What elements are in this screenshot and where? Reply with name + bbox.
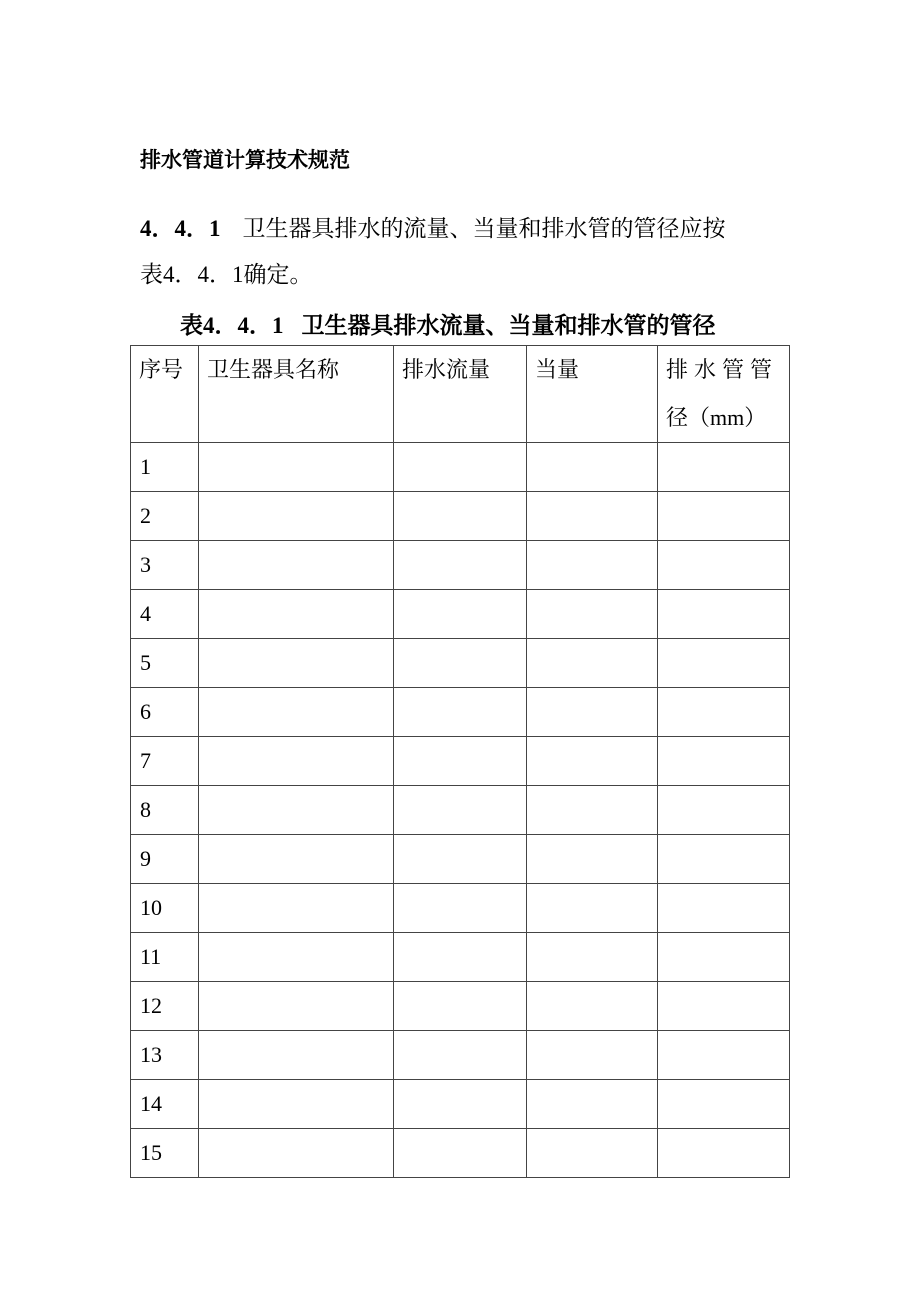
cell-pipe-diameter bbox=[658, 590, 790, 639]
table-caption-number: 表4．4．1 bbox=[180, 313, 284, 338]
table-header-row bbox=[131, 346, 790, 443]
cell-flow bbox=[394, 884, 527, 933]
document-title: 排水管道计算技术规范 bbox=[140, 148, 350, 172]
cell-index: 11 bbox=[131, 933, 199, 982]
cell-fixture-name bbox=[199, 443, 394, 492]
cell-pipe-diameter bbox=[658, 933, 790, 982]
cell-pipe-diameter bbox=[658, 541, 790, 590]
cell-fixture-name bbox=[199, 786, 394, 835]
cell-flow bbox=[394, 835, 527, 884]
cell-equivalent bbox=[527, 835, 658, 884]
cell-index: 13 bbox=[131, 1031, 199, 1080]
table-row bbox=[131, 688, 790, 737]
cell-index: 7 bbox=[131, 737, 199, 786]
cell-index: 15 bbox=[131, 1129, 199, 1178]
header-cell-index: 序号 bbox=[131, 346, 199, 443]
cell-pipe-diameter bbox=[658, 688, 790, 737]
cell-index: 8 bbox=[131, 786, 199, 835]
cell-equivalent bbox=[527, 1129, 658, 1178]
cell-equivalent bbox=[527, 884, 658, 933]
header-cell-pipe-diameter bbox=[658, 346, 790, 443]
cell-fixture-name bbox=[199, 737, 394, 786]
table-row bbox=[131, 1129, 790, 1178]
cell-index: 14 bbox=[131, 1080, 199, 1129]
cell-index: 5 bbox=[131, 639, 199, 688]
cell-index: 9 bbox=[131, 835, 199, 884]
cell-fixture-name bbox=[199, 688, 394, 737]
cell-fixture-name bbox=[199, 492, 394, 541]
cell-flow bbox=[394, 933, 527, 982]
cell-equivalent bbox=[527, 541, 658, 590]
table-caption-text: 卫生器具排水流量、当量和排水管的管径 bbox=[301, 313, 716, 338]
cell-equivalent bbox=[527, 492, 658, 541]
table-row bbox=[131, 1031, 790, 1080]
cell-equivalent bbox=[527, 933, 658, 982]
cell-index: 10 bbox=[131, 884, 199, 933]
cell-flow bbox=[394, 1080, 527, 1129]
table-caption bbox=[180, 307, 716, 340]
cell-pipe-diameter bbox=[658, 786, 790, 835]
clause-number: 4．4．1 bbox=[140, 216, 221, 241]
cell-flow bbox=[394, 590, 527, 639]
header-cell-equivalent: 当量 bbox=[527, 346, 658, 443]
table-row bbox=[131, 982, 790, 1031]
cell-flow bbox=[394, 688, 527, 737]
header-pipe-line1: 排水管管 bbox=[666, 357, 779, 382]
table-row bbox=[131, 835, 790, 884]
table-row bbox=[131, 492, 790, 541]
cell-fixture-name bbox=[199, 1080, 394, 1129]
cell-pipe-diameter bbox=[658, 1080, 790, 1129]
cell-pipe-diameter bbox=[658, 835, 790, 884]
table-row bbox=[131, 786, 790, 835]
cell-flow bbox=[394, 1129, 527, 1178]
cell-fixture-name bbox=[199, 541, 394, 590]
cell-fixture-name bbox=[199, 639, 394, 688]
cell-index: 3 bbox=[131, 541, 199, 590]
cell-equivalent bbox=[527, 688, 658, 737]
cell-fixture-name bbox=[199, 590, 394, 639]
cell-pipe-diameter bbox=[658, 737, 790, 786]
cell-pipe-diameter bbox=[658, 639, 790, 688]
cell-equivalent bbox=[527, 982, 658, 1031]
cell-equivalent bbox=[527, 590, 658, 639]
table-row bbox=[131, 639, 790, 688]
cell-pipe-diameter bbox=[658, 884, 790, 933]
cell-flow bbox=[394, 786, 527, 835]
cell-fixture-name bbox=[199, 933, 394, 982]
cell-flow bbox=[394, 1031, 527, 1080]
header-pipe-line2: 径（mm） bbox=[666, 405, 767, 430]
cell-index: 2 bbox=[131, 492, 199, 541]
cell-equivalent bbox=[527, 443, 658, 492]
cell-pipe-diameter bbox=[658, 443, 790, 492]
table-row bbox=[131, 933, 790, 982]
cell-fixture-name bbox=[199, 982, 394, 1031]
cell-index: 6 bbox=[131, 688, 199, 737]
table-row bbox=[131, 443, 790, 492]
table-row bbox=[131, 1080, 790, 1129]
table-row bbox=[131, 737, 790, 786]
cell-fixture-name bbox=[199, 884, 394, 933]
table-row bbox=[131, 541, 790, 590]
cell-flow bbox=[394, 639, 527, 688]
cell-fixture-name bbox=[199, 1129, 394, 1178]
cell-flow bbox=[394, 541, 527, 590]
cell-flow bbox=[394, 737, 527, 786]
cell-equivalent bbox=[527, 786, 658, 835]
cell-index: 1 bbox=[131, 443, 199, 492]
cell-pipe-diameter bbox=[658, 1031, 790, 1080]
cell-fixture-name bbox=[199, 835, 394, 884]
clause-paragraph bbox=[140, 210, 726, 243]
drainage-table bbox=[130, 345, 790, 1178]
cell-pipe-diameter bbox=[658, 982, 790, 1031]
cell-pipe-diameter bbox=[658, 1129, 790, 1178]
cell-index: 4 bbox=[131, 590, 199, 639]
cell-equivalent bbox=[527, 737, 658, 786]
table-row bbox=[131, 884, 790, 933]
cell-index: 12 bbox=[131, 982, 199, 1031]
cell-flow bbox=[394, 492, 527, 541]
clause-text-line2: 表4．4．1确定。 bbox=[140, 262, 313, 287]
cell-equivalent bbox=[527, 1031, 658, 1080]
header-cell-flow: 排水流量 bbox=[394, 346, 527, 443]
header-cell-fixture-name: 卫生器具名称 bbox=[199, 346, 394, 443]
cell-fixture-name bbox=[199, 1031, 394, 1080]
cell-flow bbox=[394, 982, 527, 1031]
cell-flow bbox=[394, 443, 527, 492]
table-row bbox=[131, 590, 790, 639]
cell-equivalent bbox=[527, 639, 658, 688]
cell-pipe-diameter bbox=[658, 492, 790, 541]
cell-equivalent bbox=[527, 1080, 658, 1129]
clause-text-line1: 卫生器具排水的流量、当量和排水管的管径应按 bbox=[242, 216, 726, 241]
